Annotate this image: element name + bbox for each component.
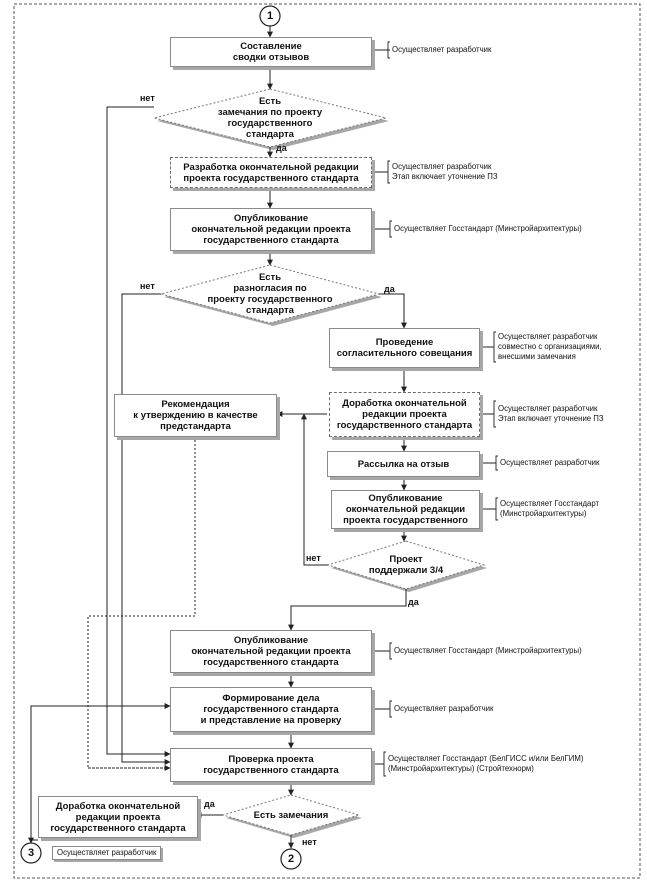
note-refine-final: Осуществляет разработчик Этап включает уточнение ПЗ [498, 404, 604, 423]
note-refine-final-2: Осуществляет разработчик [52, 846, 161, 860]
label-no-1: нет [140, 93, 155, 103]
node-disagree-question: Есть разногласия по проекту государственного стандарта [207, 272, 333, 316]
label-no-2: нет [140, 281, 155, 291]
connector-1: 1 [266, 10, 274, 22]
note-mailing: Осуществляет разработчик [500, 458, 600, 467]
node-refine-final-2: Доработка окончательной редакции проекта государственного стандарта [38, 796, 198, 838]
node-recommend: Рекомендация к утверждению в качестве предстандарта [114, 394, 277, 437]
node-remarks-question: Есть замечания по проекту государственного стандарта [217, 96, 323, 140]
node-publish-3: Опубликование окончательной редакции проекта государственного стандарта [170, 630, 372, 673]
note-publish-3: Осуществляет Госстандарт (Минстройархитектуры) [394, 646, 582, 655]
label-yes-2: да [384, 284, 395, 294]
node-develop-final: Разработка окончательной редакции проекта государственного стандарта [170, 157, 372, 188]
node-remarks-question-2: Есть замечания [253, 809, 329, 821]
label-yes-1: да [276, 143, 287, 153]
connector-3: 3 [27, 847, 35, 859]
note-summary: Осуществляет разработчик [392, 45, 492, 54]
note-publish-1: Осуществляет Госстандарт (Минстройархитектуры) [394, 224, 582, 233]
label-no-4: нет [302, 837, 317, 847]
node-support-question: Проект поддержали 3/4 [368, 554, 444, 576]
node-case-form: Формирование дела государственного стандарта и представление на проверку [170, 687, 372, 732]
node-conciliation: Проведение согласительного совещания [329, 328, 480, 368]
connector-2: 2 [287, 853, 295, 865]
node-check: Проверка проекта государственного стандарта [170, 748, 372, 782]
note-publish-2: Осуществляет Госстандарт (Минстройархитектуры) [500, 499, 600, 518]
label-no-3: нет [306, 553, 321, 563]
node-publish-1: Опубликование окончательной редакции проекта государственного стандарта [170, 208, 372, 251]
note-develop-final: Осуществляет разработчик Этап включает уточнение ПЗ [392, 162, 498, 181]
label-yes-3: да [408, 597, 419, 607]
note-conciliation: Осуществляет разработчик совместно с организациями, внесшими замечания [498, 332, 602, 361]
node-mailing: Рассылка на отзыв [327, 451, 480, 477]
label-yes-4: да [204, 799, 215, 809]
node-publish-2: Опубликование окончательной редакции проекта государственного [331, 490, 480, 529]
note-check: Осуществляет Госстандарт (БелГИСС и/или БелГИМ) (Минстройархитектуры) (Стройтехнорм) [388, 754, 584, 773]
node-summary: Составление сводки отзывов [170, 37, 372, 67]
note-case-form: Осуществляет разработчик [394, 704, 494, 713]
node-refine-final: Доработка окончательной редакции проекта государственного стандарта [329, 392, 480, 437]
